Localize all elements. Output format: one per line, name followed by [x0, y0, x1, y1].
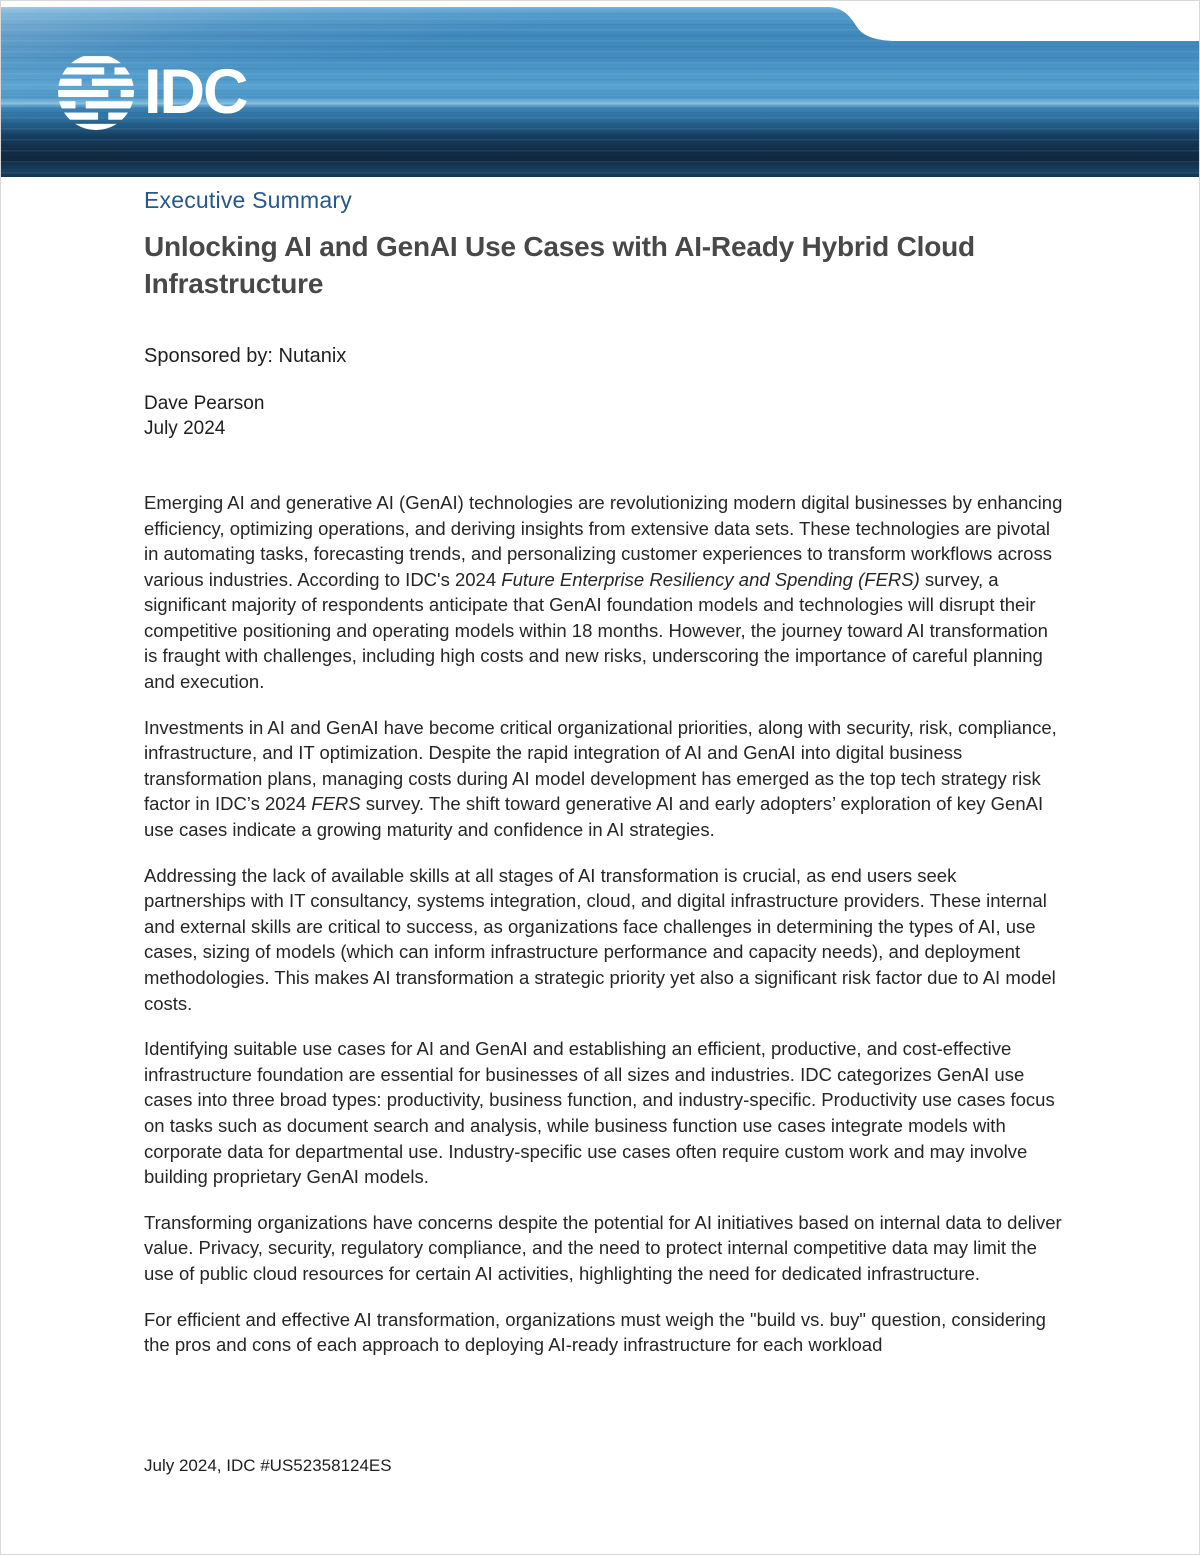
idc-logo [57, 53, 247, 131]
paragraphs [144, 490, 1063, 1358]
paragraph [144, 715, 1063, 843]
document-content [1, 177, 1200, 1358]
page-title: Unlocking AI and GenAI Use Cases with AI-Ready Hybrid Cloud Infrastructure [144, 231, 975, 299]
sponsor-line: Sponsored by: Nutanix [144, 344, 347, 367]
header-banner [1, 7, 1200, 177]
paragraph-text: For efficient and effective AI transformation, organizations must weigh the "build vs. buy" question, considering the pros and cons of each approach to deploying AI-ready infrastructure for each workload [144, 1308, 1046, 1356]
paragraph-text: Emerging AI and generative AI (GenAI) technologies are revolutionizing modern digital businesses by enhancing efficiency, optimizing operations, and deriving insights from extensive data sets. These technologies are pivotal in automating tasks, forecasting trends, and personalizing customer experiences to transform workflows across various industries. According to IDC's 2024 [144, 491, 1063, 590]
section-eyebrow: Executive Summary [144, 187, 352, 213]
paragraph-text: Identifying suitable use cases for AI and GenAI and establishing an efficient, productive, and cost-effective infrastructure foundation are essential for businesses of all sizes and industries. IDC categorizes GenAI use cases into three broad types: productivity, business function, and industry-specific. Productivity use cases focus on tasks such as document search and analysis, while business function use cases integrate models with corporate data for departmental use. Industry-specific use cases often require custom work and may involve building proprietary GenAI models. [144, 1038, 1055, 1188]
paragraph [144, 1036, 1063, 1190]
paragraph-text: Future Enterprise Resiliency and Spending (FERS) [501, 568, 920, 590]
idc-logo-text: IDC [144, 56, 247, 127]
paragraph [144, 1210, 1063, 1287]
byline [144, 391, 1063, 441]
globe-icon [57, 53, 135, 131]
paragraph-text: Investments in AI and GenAI have become critical organizational priorities, along with security, risk, compliance, infrastructure, and IT optimization. Despite the rapid integration of AI and GenAI into digital business transformation plans, managing costs during AI model development has emerged as the top tech strategy risk factor in IDC’s 2024 [144, 716, 1057, 815]
banner-notch-shape [829, 7, 1200, 41]
paragraph-text: Addressing the lack of available skills at all stages of AI transformation is crucial, as end users seek partnerships with IT consultancy, systems integration, cloud, and digital infrastructure providers. These internal and external skills are critical to success, as organizations face challenges in determining the types of AI, use cases, sizing of models (which can inform infrastructure performance and capacity needs), and deployment methodologies. This makes AI transformation a strategic priority yet also a significant risk factor due to AI model costs. [144, 864, 1056, 1014]
document-id-footer: July 2024, IDC #US52358124ES [144, 1456, 392, 1475]
paragraph [144, 863, 1063, 1017]
paragraph-text: Transforming organizations have concerns despite the potential for AI initiatives based on internal data to deliver value. Privacy, security, regulatory compliance, and the need to protect internal competitive data may limit the use of public cloud resources for certain AI activities, highlighting the need for dedicated infrastructure. [144, 1211, 1062, 1284]
publish-date: July 2024 [144, 417, 226, 439]
author-name: Dave Pearson [144, 392, 265, 414]
paragraph-text: survey, a significant majority of respondents anticipate that GenAI foundation models and technologies will disrupt their competitive positioning and operating models within 18 months. However, the journey toward AI transformation is fraught with challenges, including high costs and new risks, underscoring the importance of careful planning and execution. [144, 568, 1048, 693]
paragraph-text: FERS [311, 793, 361, 815]
paragraph-text: survey. The shift toward generative AI and early adopters’ exploration of key GenAI use cases indicate a growing maturity and confidence in AI strategies. [144, 793, 1044, 841]
paragraph [144, 490, 1063, 695]
paragraph [144, 1307, 1063, 1358]
